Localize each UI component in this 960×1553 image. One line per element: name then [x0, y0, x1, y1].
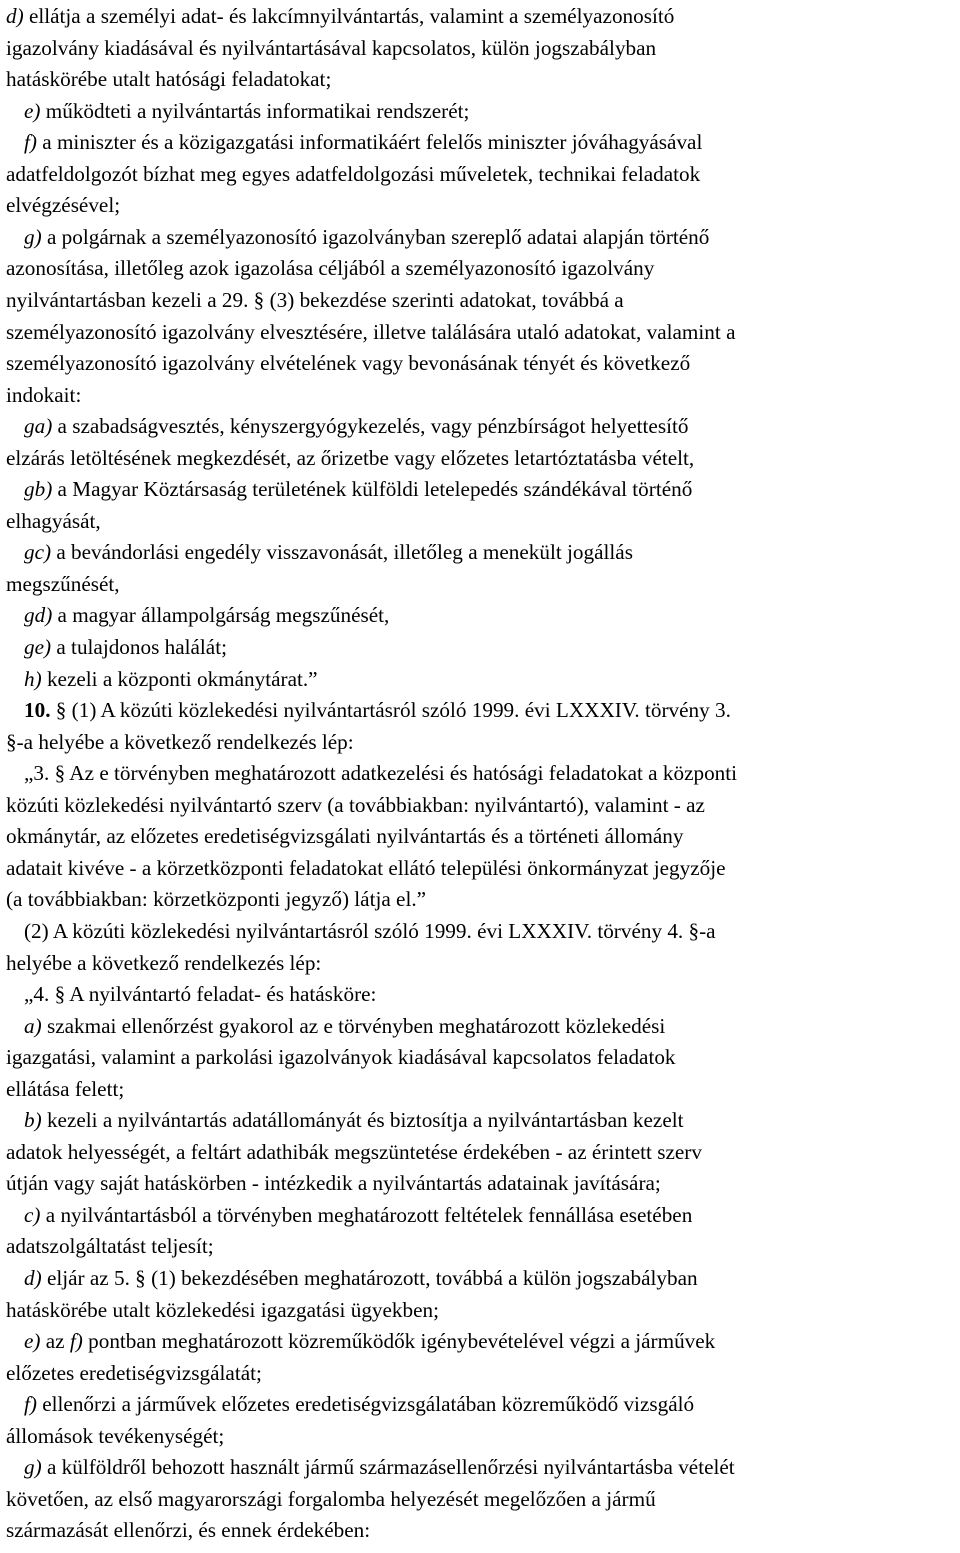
text-line — [6, 222, 709, 254]
item-label: f) — [69, 1329, 83, 1354]
item-label: e) — [24, 98, 41, 123]
line-text: a bevándorlási engedély visszavonását, illetőleg a menekült jogállás — [51, 540, 633, 565]
line-text: útján vagy saját hatáskörben - intézkedik a nyilvántartás adatainak javítására; — [6, 1171, 661, 1196]
line-text: pontban meghatározott közreműködők igénybevételével végzi a járművek — [82, 1329, 716, 1354]
line-text: „4. § A nyilvántartó feladat- és hatásköre: — [24, 982, 377, 1007]
item-label: gc) — [24, 540, 52, 565]
text-line — [6, 821, 683, 853]
line-text: állomások tevékenységét; — [6, 1423, 225, 1448]
text-line — [6, 159, 700, 191]
text-line — [6, 853, 726, 885]
text-line — [6, 1515, 370, 1547]
text-line — [6, 632, 227, 664]
text-line — [6, 411, 688, 443]
line-text: előzetes eredetiségvizsgálatát; — [6, 1360, 262, 1385]
item-label: d) — [6, 4, 24, 28]
item-label: c) — [24, 1202, 41, 1227]
text-line — [6, 1168, 661, 1200]
line-text: közúti közlekedési nyilvántartó szerv (a továbbiakban: nyilvántartó), valamint - az — [6, 792, 705, 817]
line-text: §-a helyébe a következő rendelkezés lép: — [6, 729, 354, 754]
line-text: azonosítása, illetőleg azok igazolása céljából a személyazonosító igazolvány — [6, 256, 655, 281]
text-line — [6, 1326, 715, 1358]
text-line — [6, 758, 737, 790]
text-line — [6, 190, 120, 222]
text-line — [6, 1484, 656, 1516]
text-line — [6, 380, 81, 412]
line-text: szakmai ellenőrzést gyakorol az e törvényben meghatározott közlekedési — [41, 1013, 666, 1038]
text-line — [6, 727, 354, 759]
line-text: nyilvántartásban kezeli a 29. § (3) bekezdése szerinti adatokat, továbbá a — [6, 287, 624, 312]
line-text: helyébe a következő rendelkezés lép: — [6, 950, 322, 975]
line-text: elzárás letöltésének megkezdését, az őrizetbe vagy előzetes letartóztatásba vételt, — [6, 445, 695, 470]
line-text: elhagyását, — [6, 508, 101, 533]
line-text: igazolvány kiadásával és nyilvántartásával kapcsolatos, külön jogszabályban — [6, 35, 657, 60]
line-text: adatait kivéve - a körzetközponti feladatokat ellátó települési önkormányzat jegyzője — [6, 855, 726, 880]
line-text: eljár az 5. § (1) bekezdésében meghatározott, továbbá a külön jogszabályban — [41, 1266, 698, 1290]
line-text: ellenőrzi a járművek előzetes eredetiségvizsgálatában közreműködő vizsgáló — [36, 1392, 695, 1417]
text-line — [6, 1452, 735, 1484]
text-line — [6, 1358, 262, 1390]
text-line — [6, 537, 633, 569]
item-label: e) — [24, 1329, 41, 1354]
item-label: ga) — [24, 414, 53, 439]
text-line — [6, 1074, 124, 1106]
line-text: származását ellenőrzi, és ennek érdekében: — [6, 1518, 371, 1543]
item-label: d) — [24, 1266, 42, 1290]
text-line — [6, 127, 702, 159]
text-line — [6, 443, 694, 475]
line-text: (a továbbiakban: körzetközponti jegyző) látja el.” — [6, 887, 427, 912]
line-text: igazgatási, valamint a parkolási igazolványok kiadásával kapcsolatos feladatok — [6, 1045, 676, 1070]
line-text: hatáskörébe utalt közlekedési igazgatási ügyekben; — [6, 1297, 439, 1322]
text-line — [6, 1263, 698, 1295]
text-line — [6, 1042, 676, 1074]
line-text: személyazonosító igazolvány elvételének vagy bevonásának tényét és következő — [6, 351, 691, 376]
text-line — [6, 1011, 665, 1043]
line-text: ellátja a személyi adat- és lakcímnyilvántartás, valamint a személyazonosító — [23, 4, 675, 28]
line-text: a tulajdonos halálát; — [51, 635, 227, 659]
line-text: § (1) A közúti közlekedési nyilvántartásról szóló 1999. évi LXXXIV. törvény 3. — [50, 698, 731, 723]
line-text: kezeli a központi okmánytárat.” — [41, 666, 318, 691]
text-line — [6, 96, 469, 128]
item-label: gb) — [24, 477, 53, 502]
text-line — [6, 1, 674, 33]
line-text: a szabadságvesztés, kényszergyógykezelés, vagy pénzbírságot helyettesítő — [52, 414, 689, 439]
line-text: elvégzésével; — [6, 193, 121, 218]
line-text: a polgárnak a személyazonosító igazolványban szereplő adatai alapján történő — [41, 224, 710, 249]
text-line — [6, 1421, 224, 1453]
text-line — [6, 884, 426, 916]
line-text: adatszolgáltatást teljesít; — [6, 1234, 214, 1259]
item-label: f) — [24, 1392, 37, 1417]
text-line — [6, 948, 321, 980]
text-line — [6, 1389, 694, 1421]
line-text: működteti a nyilvántartás informatikai rendszerét; — [40, 98, 470, 123]
line-text: adatok helyességét, a feltárt adathibák megszüntetése érdekében - az érintett szerv — [6, 1139, 702, 1164]
item-label: ge) — [24, 635, 52, 659]
item-label: f) — [24, 130, 37, 155]
text-line — [6, 1105, 684, 1137]
text-line — [6, 285, 624, 317]
text-line — [6, 569, 120, 601]
text-line — [6, 33, 656, 65]
text-line — [6, 1231, 214, 1263]
item-label: g) — [24, 224, 42, 249]
text-line — [6, 695, 731, 727]
item-label: g) — [24, 1455, 42, 1480]
text-line — [6, 1295, 439, 1327]
text-line — [6, 1200, 692, 1232]
text-line — [6, 64, 331, 96]
text-line — [6, 979, 376, 1011]
text-line — [6, 600, 389, 632]
line-text: ellátása felett; — [6, 1076, 125, 1101]
text-line — [6, 348, 690, 380]
text-line — [6, 506, 101, 538]
item-label: a) — [24, 1013, 42, 1038]
line-text: hatáskörébe utalt hatósági feladatokat; — [6, 67, 332, 92]
item-label: gd) — [24, 603, 53, 628]
line-text: a külföldről behozott használt jármű származásellenőrzési nyilvántartásba vételét — [41, 1455, 735, 1480]
line-text: a magyar állampolgárság megszűnését, — [52, 603, 390, 628]
line-text: indokait: — [6, 382, 82, 407]
text-line — [6, 1137, 702, 1169]
line-text: adatfeldolgozót bízhat meg egyes adatfeldolgozási műveletek, technikai feladatok — [6, 161, 701, 186]
line-text: a Magyar Köztársaság területének külföldi letelepedés szándékával történő — [52, 477, 693, 502]
item-label: b) — [24, 1108, 42, 1133]
text-line — [6, 664, 318, 696]
section-number: 10. — [24, 698, 51, 723]
line-text: a miniszter és a közigazgatási informatikáért felelős miniszter jóváhagyásával — [36, 130, 703, 155]
text-line — [6, 317, 735, 349]
text-line — [6, 790, 705, 822]
line-text: „3. § Az e törvényben meghatározott adatkezelési és hatósági feladatokat a központi — [24, 761, 738, 786]
line-text: (2) A közúti közlekedési nyilvántartásról szóló 1999. évi LXXXIV. törvény 4. §-a — [24, 918, 716, 943]
line-text: megszűnését, — [6, 571, 120, 596]
line-text: kezeli a nyilvántartás adatállományát és biztosítja a nyilvántartásban kezelt — [41, 1108, 684, 1133]
line-text: a nyilvántartásból a törvényben meghatározott feltételek fennállása esetében — [40, 1202, 693, 1227]
item-label: h) — [24, 666, 42, 691]
text-line — [6, 253, 654, 285]
line-text: okmánytár, az előzetes eredetiségvizsgálati nyilvántartás és a történeti állomány — [6, 824, 684, 849]
line-text: az — [40, 1329, 70, 1354]
line-text: követően, az első magyarországi forgalomba helyezését megelőzően a jármű — [6, 1486, 656, 1511]
text-line — [6, 916, 716, 948]
text-line — [6, 474, 692, 506]
line-text: személyazonosító igazolvány elvesztésére, illetve találására utaló adatokat, valamint a — [6, 319, 736, 344]
